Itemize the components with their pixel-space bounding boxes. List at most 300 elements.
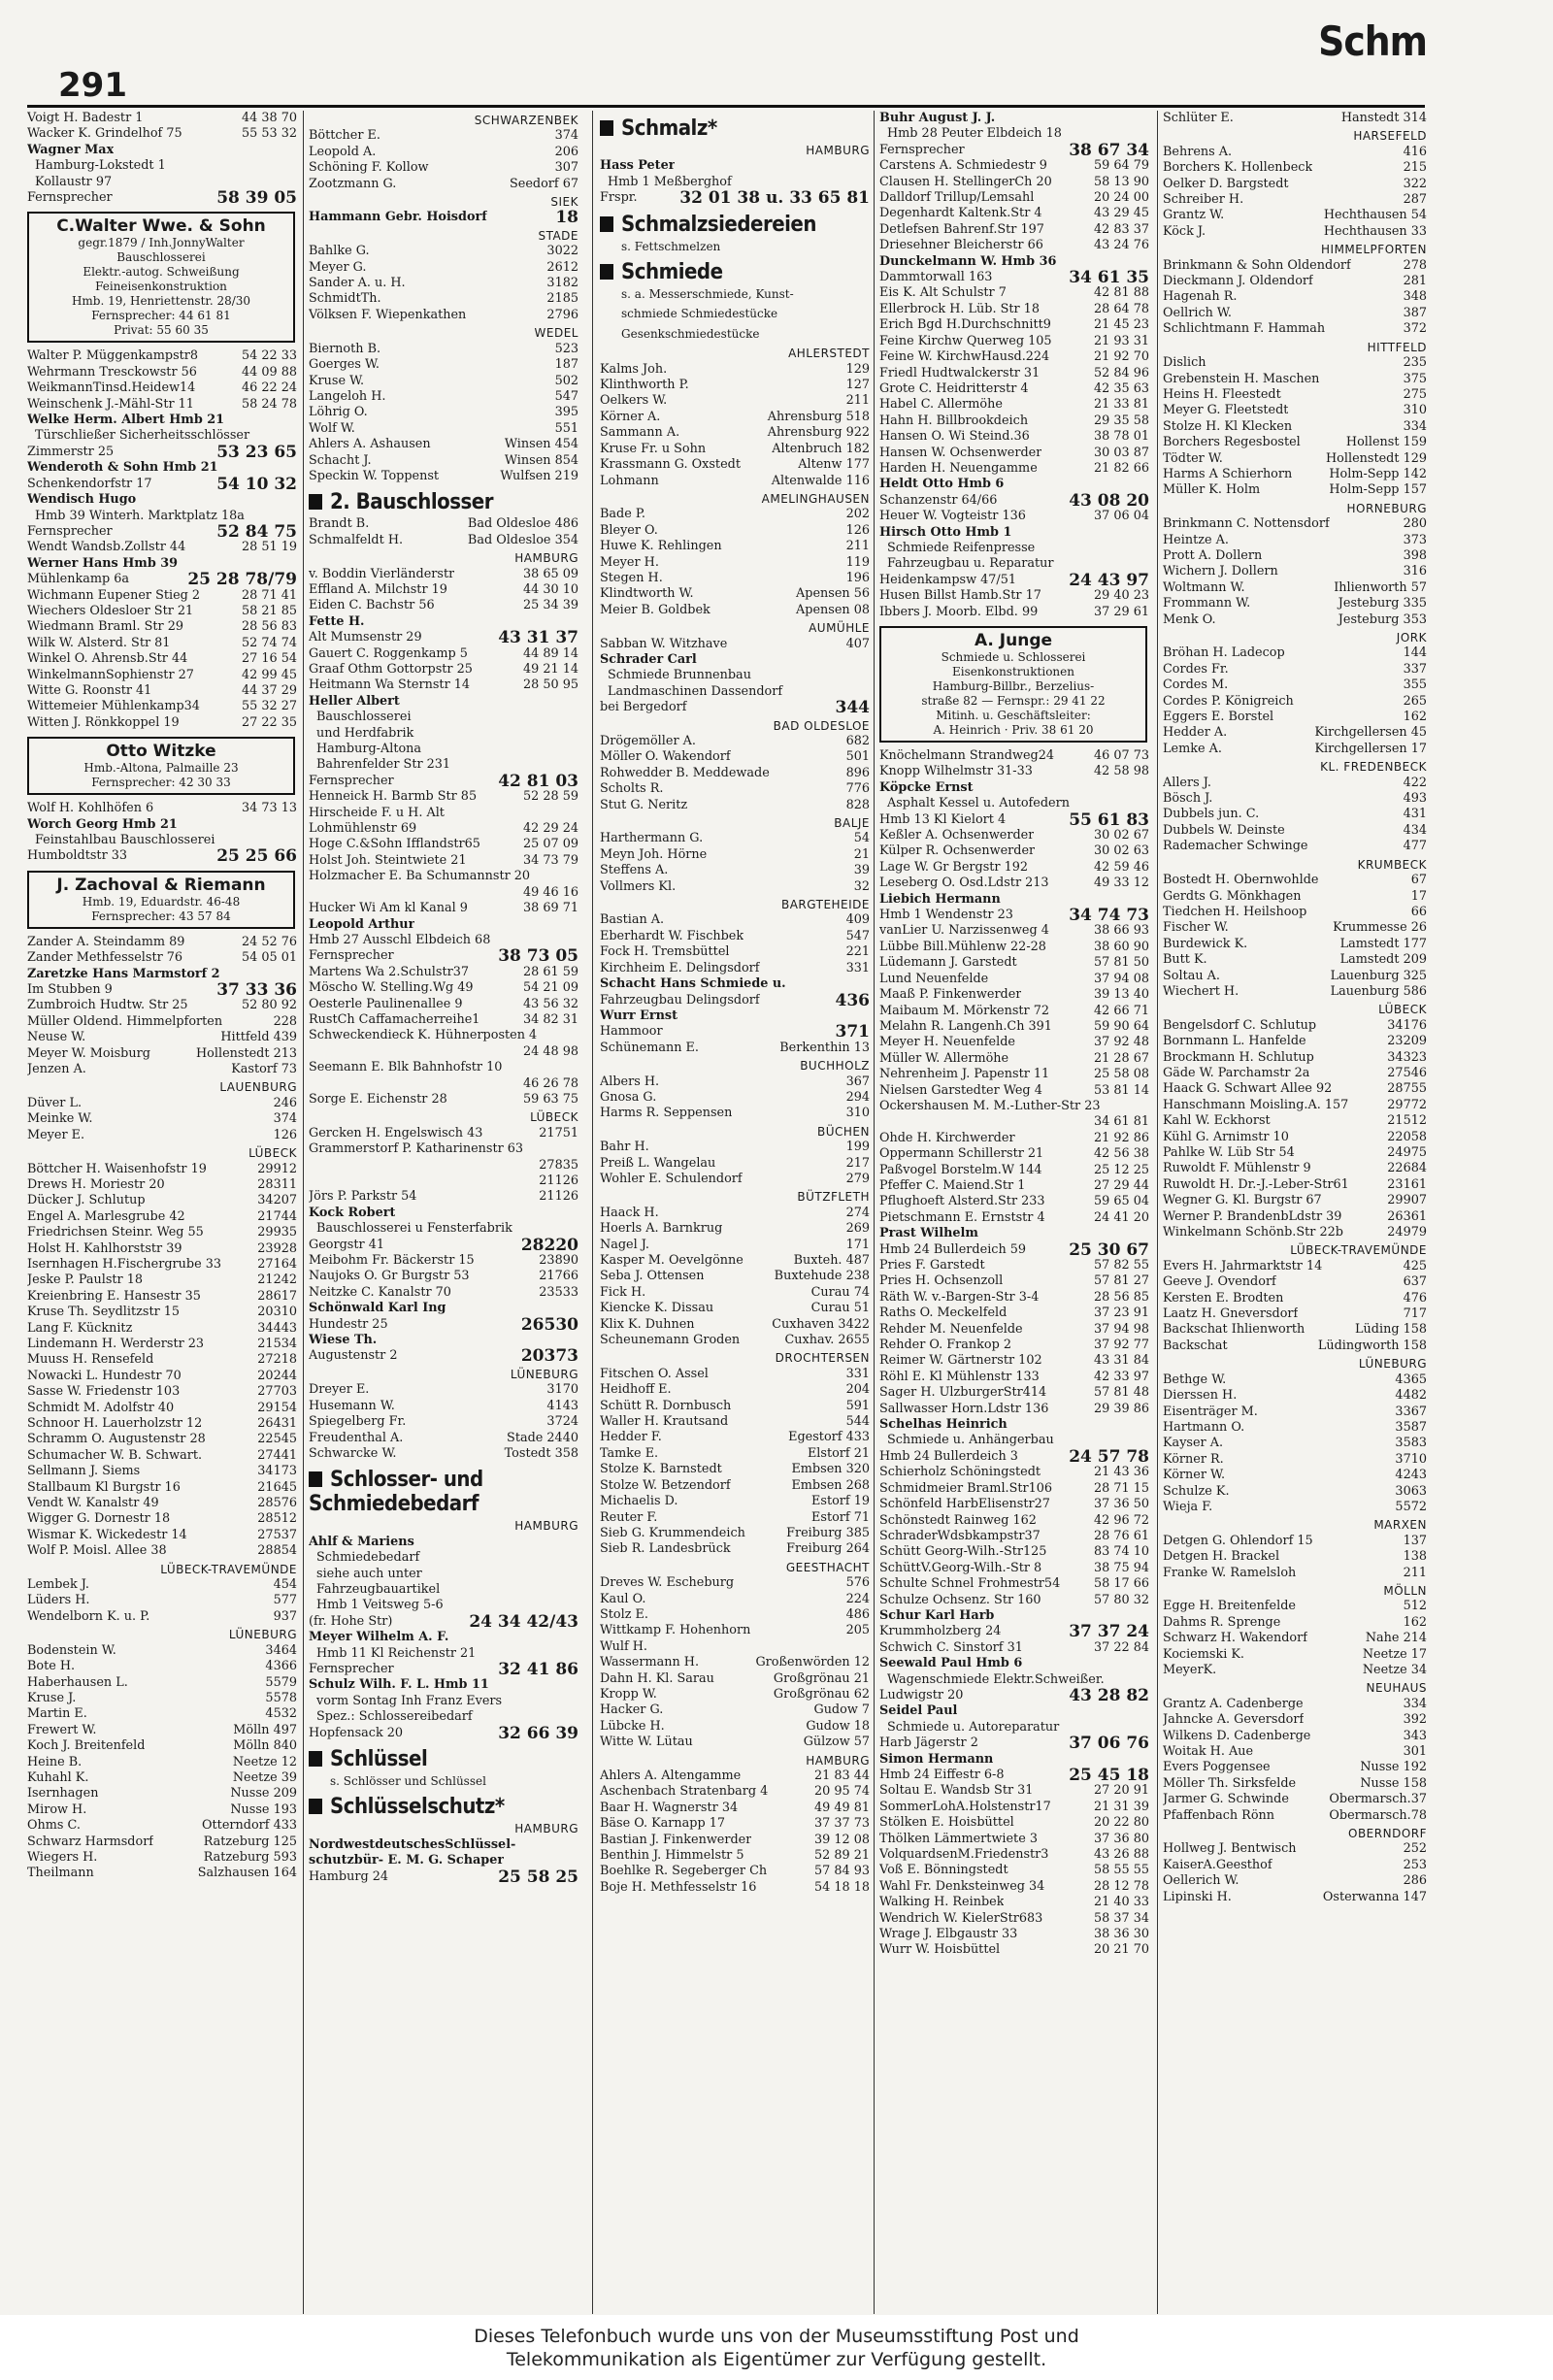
listing-name: Borchers Regesbostel [1163,435,1301,450]
listing-entry [27,715,297,731]
listing-entry [600,555,870,571]
listing-name: Sasse W. Friedenstr 103 [27,1384,181,1400]
listing-name: Ahlers A. Ashausen [309,437,431,452]
listing-entry [27,413,297,428]
listing-entry [27,1738,297,1754]
listing-number: 28854 [257,1543,297,1559]
listing-name: Lund Neuenfelde [879,971,989,986]
listing-entry [600,1592,870,1607]
listing-name: Werner Hans Hmb 39 [27,555,179,571]
listing-entry [27,190,297,206]
listing-entry [309,806,578,821]
listing-name: Wassermann H. [600,1655,700,1670]
listing-entry [600,1172,870,1187]
listing-number: 28755 [1387,1081,1427,1097]
listing-entry [1163,1599,1427,1614]
listing-number [573,1853,578,1868]
listing-name: Feine W. KirchwHausd.224 [879,349,1050,365]
listing-entry [309,885,578,901]
listing-entry [1163,177,1427,192]
listing-number: 162 [1403,1614,1427,1630]
listing-number: 281 [1403,274,1427,289]
listing-number: 287 [1403,192,1427,208]
listing-number: 43 24 76 [1094,238,1149,253]
listing-number: 547 [845,928,870,943]
listing-entry [27,1818,297,1834]
listing-name: Oelker D. Bargstedt [1163,176,1289,191]
listing-name: Walking H. Reinbek [879,1895,1005,1910]
listing-number: 43 26 88 [1094,1847,1149,1863]
listing-number: 58 37 34 [1094,1910,1149,1926]
listing-name: Witten J. Rönkkoppel 19 [27,714,180,730]
listing-name: Keßler A. Ochsenwerder [879,828,1035,843]
listing-name: Bethge W. [1163,1372,1227,1387]
listing-number [573,1206,578,1221]
listing-number: Bad Oldesloe 486 [467,516,578,532]
listing-entry [309,646,578,662]
listing-entry [27,1241,297,1257]
listing-entry [600,879,870,895]
listing-name: Steffens A. [600,863,669,878]
listing-entry [879,1703,1149,1719]
listing-entry [600,378,870,393]
listing-number: 32 [853,878,870,894]
listing-name: Hass Peter [600,158,676,174]
place-heading: LÜNEBURG [510,1367,578,1381]
listing-name: Behrens A. [1163,144,1233,159]
listing-name: Hahn H. Billbrookdeich [879,413,1029,428]
listing-name: Röhl E. Kl Mühlenstr 133 [879,1369,1040,1384]
listing-name: Kiencke K. Dissau [600,1301,714,1316]
listing-number: 21 33 81 [1094,397,1149,413]
listing-number: 576 [845,1575,870,1591]
listing-number: 43 28 82 [1069,1687,1149,1704]
listing-detail: Fahrzeugbauartikel [316,1581,441,1597]
listing-entry [879,1927,1149,1942]
listing-entry [879,1146,1149,1162]
listing-entry [309,694,578,710]
listing-number [573,1141,578,1157]
listing-entry [309,853,578,869]
listing-name: Tödter W. [1163,450,1223,466]
listing-number: Großgrönau 21 [773,1670,870,1686]
listing-name: Theilmann [27,1866,94,1881]
listing-name: Hagenah R. [1163,289,1238,305]
listing-name: Lübbe Bill.Mühlenw 22-28 [879,939,1046,954]
listing-name: Hedder A. [1163,725,1228,741]
listing-number: 348 [1403,289,1427,305]
listing-entry [27,1432,297,1447]
listing-name: Krummholzberg 24 [879,1624,1002,1639]
listing-entry [1163,1808,1427,1824]
listing-entry [27,699,297,714]
listing-number: 199 [845,1140,870,1155]
listing-name: WeikmannTinsd.Heidew14 [27,380,196,396]
listing-number [1143,1099,1149,1114]
listing-name: Schur Karl Harb [879,1607,995,1623]
listing-number: 493 [1403,791,1427,807]
listing-entry [27,1128,297,1143]
listing-entry [1163,920,1427,936]
listing-entry [600,1206,870,1221]
listing-name: Fitschen O. Assel [600,1366,709,1381]
listing-name: Haberhausen L. [27,1674,128,1690]
listing-name: Schelhas Heinrich [879,1417,1008,1433]
listing-number: 274 [845,1205,870,1220]
advertisement-line: Fernsprecher: 42 30 33 [91,776,231,790]
listing-entry [600,410,870,425]
listing-name: Stut G. Neritz [600,797,688,812]
listing-number: 54 18 18 [814,1879,870,1895]
listing-number: 38 60 90 [1094,939,1149,954]
listing-entry [879,955,1149,971]
listing-entry [27,380,297,396]
listing-detail: Hmb 28 Peuter Elbdeich 18 [887,126,1062,142]
listing-name: Kruse Fr. u Sohn [600,441,707,456]
listing-entry [1163,662,1427,678]
listing-entry [879,111,1149,126]
listing-entry [27,1755,297,1770]
advertisement-line: Feineisenkonstruktion [95,280,227,294]
listing-entry [879,1178,1149,1194]
listing-entry [600,1090,870,1106]
listing-number: 66 [1410,904,1427,919]
listing-number: 27441 [257,1447,297,1463]
listing-entry [879,349,1149,365]
listing-detail: Fahrzeugbau u. Reparatur [887,556,1054,572]
listing-name: Schünemann E. [600,1040,699,1055]
listing-name: Heidenkampsw 47/51 [879,572,1017,587]
listing-name: Husen Billst Hamb.Str 17 [879,588,1041,604]
listing-number: Obermarsch.37 [1329,1792,1427,1807]
listing-number: 280 [1403,516,1427,532]
listing-number: 407 [845,636,870,651]
listing-name: Carstens A. Schmiedestr 9 [879,158,1047,174]
listing-entry [1163,1452,1427,1468]
listing-number: 28512 [257,1511,297,1527]
listing-number: 119 [845,554,870,570]
place-heading: BÜTZFLETH [797,1190,870,1205]
listing-number: 38 65 09 [523,566,578,581]
listing-name: Schierholz Schöningstedt [879,1465,1041,1480]
listing-number: 25 34 39 [523,598,578,613]
listing-number: Buxteh. 487 [793,1253,870,1268]
listing-entry [27,365,297,380]
place-heading: LÜBECK [1378,1003,1427,1017]
column-1 [27,111,297,2319]
listing-entry [879,175,1149,190]
listing-name: Rademacher Schwinge [1163,839,1308,854]
listing-number: 37 37 73 [814,1816,870,1832]
listing-name: Harms R. Seppensen [600,1106,733,1121]
listing-number: 331 [845,1366,870,1381]
listing-name: Völksen F. Wiepenkathen [309,307,467,322]
listing-number: 58 13 90 [1094,174,1149,189]
listing-name: Leseberg O. Osd.Ldstr 213 [879,876,1049,891]
listing-name: Heller Albert [309,693,400,709]
listing-entry [309,774,578,789]
listing-name: Dammtorwall 163 [879,270,993,285]
category-note: s. Fettschmelzen [621,239,721,253]
listing-entry [309,244,578,259]
listing-entry [309,421,578,437]
listing-entry [309,1630,578,1645]
listing-number: 211 [845,539,870,554]
listing-number: 38 73 05 [498,948,578,965]
listing-number: 4366 [265,1659,297,1674]
listing-entry [309,1446,578,1462]
listing-name: Neitzke C. Kanalstr 70 [309,1284,451,1300]
listing-entry [600,734,870,749]
listing-number: 21 31 39 [1094,1799,1149,1814]
listing-entry [309,933,578,948]
listing-number: 52 80 92 [242,998,297,1013]
listing-number: Buxtehude 238 [774,1269,870,1284]
listing-name: Ohms C. [27,1818,81,1834]
listing-entry [600,1446,870,1462]
listing-entry [1163,889,1427,905]
listing-number: Nusse 209 [230,1786,297,1802]
advertisement-line: Hamburg-Billbr., Berzelius- [932,679,1095,693]
listing-name: Werner P. BrandenbLdstr 39 [1163,1208,1342,1224]
listing-name: Dislich [1163,355,1206,371]
listing-number: 38 67 34 [1069,142,1149,159]
listing-number: 896 [845,765,870,780]
listing-number: 204 [845,1382,870,1398]
listing-name: Martin E. [27,1706,87,1722]
listing-name: Hansen O. Wi Steind.36 [879,429,1030,445]
listing-entry [600,1399,870,1414]
listing-number [573,1060,578,1075]
listing-number [864,976,870,992]
listing-number: 17 [1410,888,1427,904]
listing-entry [27,683,297,699]
listing-number: Hollenstedt 213 [196,1045,297,1061]
listing-number: 28 50 95 [523,678,578,693]
place-heading: HITTFELD [1367,340,1427,354]
listing-name: Hammann Gebr. Hoisdorf [309,210,487,225]
listing-entry [27,668,297,683]
listing-number: 32 41 86 [498,1661,578,1678]
listing-number: 54 21 09 [523,980,578,996]
listing-number: 21 28 67 [1094,1050,1149,1066]
listing-number: 3063 [1395,1483,1427,1499]
listing-number: Mölln 497 [233,1722,297,1737]
category-note: s. Schlösser und Schlüssel [330,1774,486,1788]
listing-number: 37 06 76 [1069,1735,1149,1752]
listing-number: Winsen 854 [504,452,578,468]
place-heading: HORNEBURG [1346,501,1427,515]
listing-entry [27,1511,297,1527]
listing-entry [1163,306,1427,321]
listing-number: 310 [845,1106,870,1121]
listing-name: Fernsprecher [27,190,113,206]
advertisement-box [879,626,1147,743]
listing-name: Boehlke R. Segeberger Ch [600,1864,768,1879]
listing-name: Sellmann J. Siems [27,1464,141,1479]
listing-name: Heldt Otto Hmb 6 [879,477,1005,492]
listing-entry [309,1333,578,1348]
listing-number: 27537 [257,1527,297,1542]
listing-name: Pfaffenbach Rönn [1163,1807,1275,1823]
listing-name: Hanschmann Moisling.A. 157 [1163,1097,1349,1112]
listing-name: Reuter F. [600,1509,658,1525]
listing-entry [309,374,578,389]
listing-entry [1163,1018,1427,1034]
listing-name: Schlüter E. [1163,111,1234,125]
listing-entry [27,1835,297,1850]
listing-name: Oelkers W. [600,393,668,409]
listing-number: Lüdingworth 158 [1317,1338,1427,1353]
listing-number: 52 84 75 [216,523,297,541]
listing-entry [600,1074,870,1090]
listing-number: 269 [845,1221,870,1237]
place-heading: AUMÜHLE [809,621,870,636]
listing-number: 206 [554,144,578,159]
listing-entry [600,1414,870,1430]
listing-name: Zumbroich Hudtw. Str 25 [27,998,188,1013]
listing-number: 29 40 23 [1094,588,1149,604]
listing-number: 28 61 59 [523,964,578,979]
listing-entry [309,1028,578,1043]
listing-name: Evers H. Jahrmarktstr 14 [1163,1258,1323,1273]
listing-name: Huwe K. Rehlingen [600,539,722,554]
listing-entry [879,1290,1149,1306]
listing-name: Schwarz Harmsdorf [27,1834,154,1849]
listing-entry [879,270,1149,285]
listing-entry [879,285,1149,301]
listing-detail: vorm Sontag Inh Franz Evers [316,1693,503,1708]
listing-name: Meyer W. Moisburg [27,1045,150,1061]
listing-number [291,143,297,158]
listing-entry [309,308,578,323]
listing-name: Friedrichsen Steinr. Weg 55 [27,1225,204,1240]
listing-entry [1163,1081,1427,1097]
listing-name: Sander A. u. H. [309,276,406,291]
listing-entry [1163,776,1427,791]
listing-entry [27,445,297,460]
footer-note [0,2315,1553,2380]
place-heading: WEDEL [534,326,578,341]
listing-entry [600,190,870,206]
listing-entry [600,507,870,522]
listing-entry [600,1687,870,1702]
listing-entry [27,460,297,476]
listing-number: 27 29 44 [1094,1177,1149,1193]
listing-number: 409 [845,912,870,928]
listing-number: 58 39 05 [216,190,297,207]
listing-name: Dalldorf Trillup/Lemsahl [879,190,1035,206]
listing-entry [879,1114,1149,1130]
listing-name: Scheunemann Groden [600,1333,741,1348]
listing-entry [1163,1225,1427,1240]
listing-entry [309,342,578,357]
listing-entry [600,1702,870,1718]
listing-entry [1163,1697,1427,1712]
listing-name: Kruse W. [309,373,365,388]
listing-entry [600,766,870,781]
listing-entry [1163,1291,1427,1306]
listing-number [291,460,297,476]
listing-name: Kaul O. [600,1591,646,1606]
listing-number: Lauenburg 325 [1330,968,1427,983]
listing-number: 37 94 98 [1094,1321,1149,1337]
listing-name: Fernsprecher [309,773,394,788]
listing-number: 25 12 25 [1094,1162,1149,1177]
advertisement-line: gegr.1879 / Inh.JonnyWalter [78,236,245,250]
listing-name: Kersten E. Brodten [1163,1290,1284,1306]
listing-number: 20 21 70 [1094,1942,1149,1958]
listing-number: Kirchgellersen 45 [1314,725,1427,741]
listing-number: 83 74 10 [1094,1544,1149,1560]
listing-name: Sorge E. Eichenstr 28 [309,1091,447,1107]
listing-entry [1163,1549,1427,1565]
listing-number: 416 [1403,144,1427,159]
listing-entry [1163,1873,1427,1889]
listing-name: Meyer G. Fleetstedt [1163,403,1289,418]
listing-number: Apensen 08 [796,602,870,617]
listing-number: Apensen 56 [796,586,870,602]
listing-entry [27,1496,297,1511]
listing-number: 29935 [257,1225,297,1240]
listing-name: Oppermann Schillerstr 21 [879,1146,1044,1162]
listing-name: Heintze A. [1163,532,1229,547]
listing-entry [27,1866,297,1881]
listing-entry [879,477,1149,492]
listing-name: Hansen W. Ochsenwerder [879,445,1042,460]
listing-entry [1163,1177,1427,1193]
listing-entry [879,573,1149,588]
listing-number: 28 56 83 [242,619,297,635]
listing-entry [309,965,578,980]
listing-number: Elstorf 21 [807,1445,870,1461]
listing-number: Lauenburg 586 [1330,983,1427,999]
listing-name: Hmb 24 Bullerdeich 3 [879,1448,1018,1464]
listing-name: Bröhan H. Ladecop [1163,645,1285,661]
listing-name: Wiedmann Braml. Str 29 [27,619,183,635]
listing-name: Eiden C. Bachstr 56 [309,598,435,613]
listing-name: SchmidtTh. [309,291,381,307]
listing-entry [879,940,1149,955]
listing-name: Löhrig O. [309,405,368,420]
listing-entry [879,1911,1149,1927]
listing-number: 38 78 01 [1094,429,1149,445]
listing-entry [1163,1776,1427,1792]
listing-entry [27,1401,297,1416]
listing-name: Borchers K. Hollenbeck [1163,160,1313,176]
listing-name: Bengelsdorf C. Schlutup [1163,1017,1317,1033]
listing-name: Wichmann Eupener Stieg 2 [27,587,201,603]
listing-number: 21 82 66 [1094,460,1149,476]
listing-entry [309,789,578,805]
listing-entry [879,923,1149,939]
listing-entry [600,586,870,602]
listing-number: Otterndorf 433 [202,1818,297,1834]
listing-entry [27,1209,297,1225]
listing-number: 23928 [257,1240,297,1256]
category-heading: Schmalz* [600,116,870,141]
listing-number: 253 [1403,1857,1427,1872]
listing-name: schutzbür- E. M. G. Schaper [309,1853,505,1868]
listing-number [291,556,297,572]
listing-name: Hmb 27 Ausschl Elbdeich 68 [309,932,491,947]
listing-number: 334 [1403,418,1427,434]
listing-entry [879,1832,1149,1847]
listing-name: Wahl Fr. Denksteinweg 34 [879,1878,1045,1894]
listing-name: Haack H. [600,1205,659,1220]
listing-name: Ruwoldt F. Mühlenstr 9 [1163,1161,1311,1176]
listing-number: Neetze 39 [232,1769,297,1785]
